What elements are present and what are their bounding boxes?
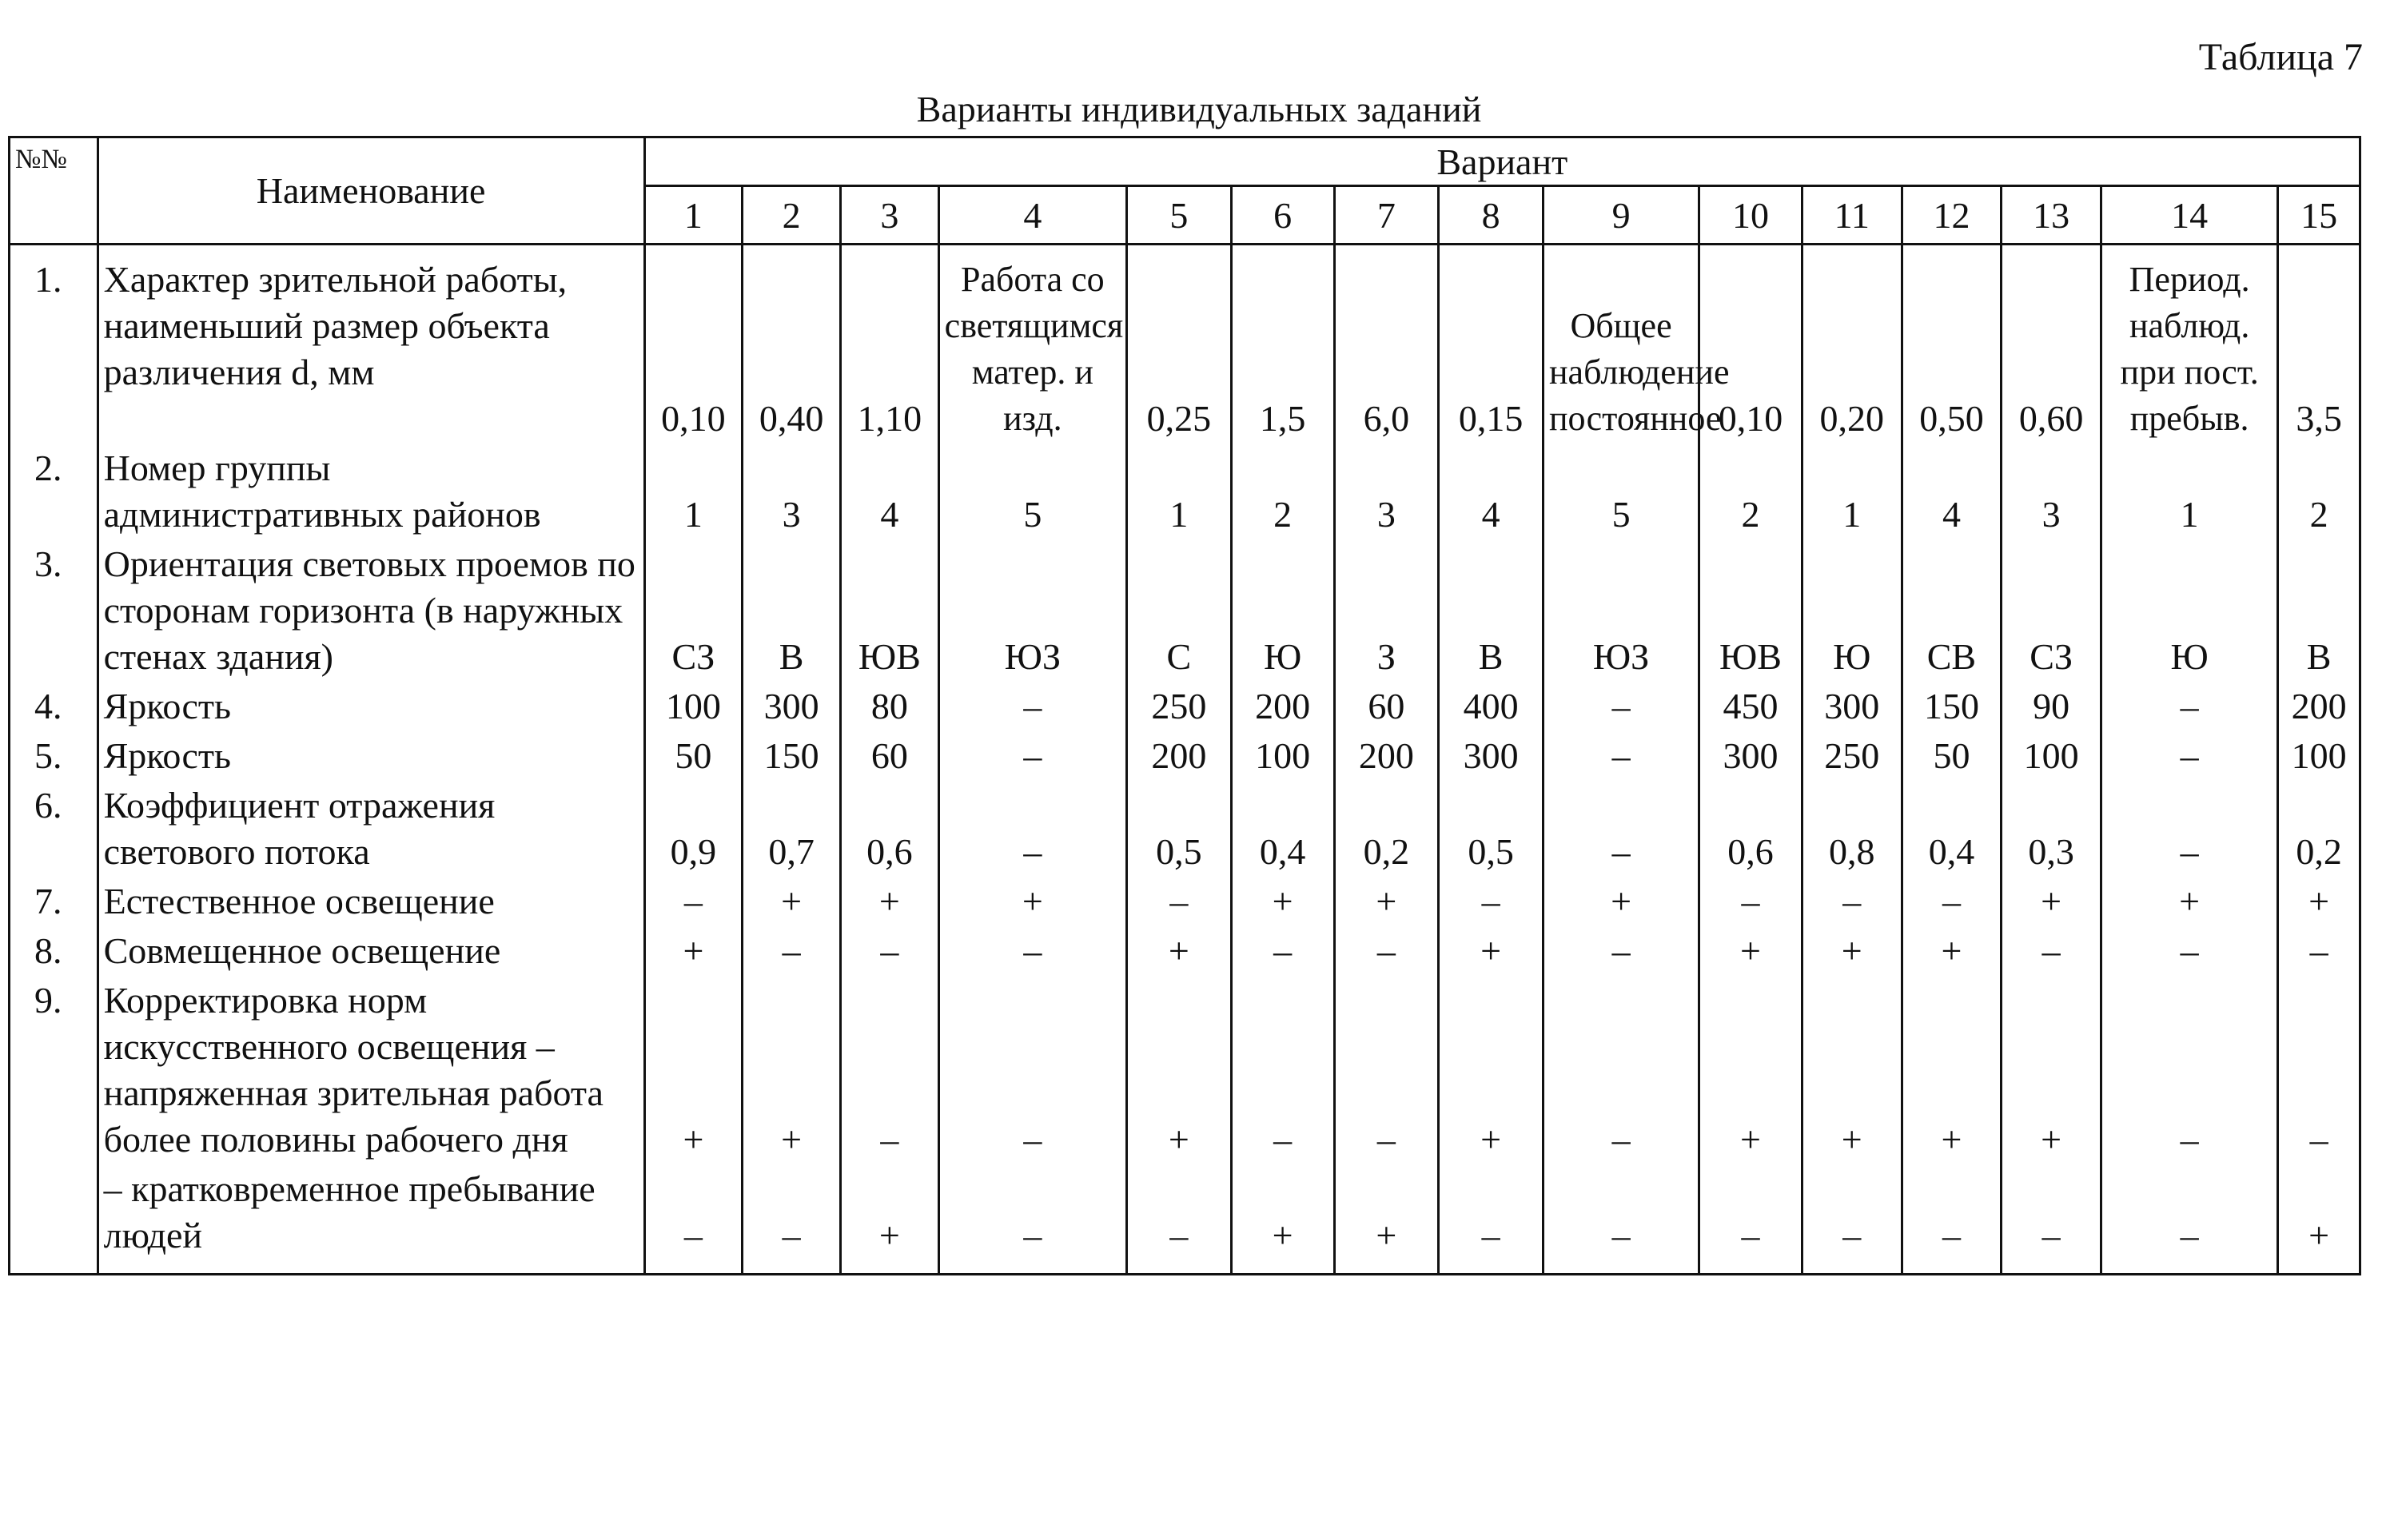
cell-variant-11: 250 xyxy=(1802,733,1902,782)
cell-variant-7: З xyxy=(1334,541,1439,683)
row-name: Коэффициент отражения светового потока xyxy=(98,782,644,878)
cell-variant-7: 6,0 xyxy=(1334,245,1439,446)
cell-variant-14: Ю xyxy=(2101,541,2278,683)
cell-variant-5: 1 xyxy=(1127,445,1232,541)
cell-variant-10: 450 xyxy=(1699,683,1802,733)
cell-variant-3: 4 xyxy=(840,445,938,541)
cell-variant-5: + xyxy=(1127,977,1232,1166)
cell-variant-6: + xyxy=(1231,878,1334,928)
table-row xyxy=(10,878,2360,928)
row-number: 5. xyxy=(10,733,98,782)
cell-variant-2: В xyxy=(743,541,841,683)
variant-header-11: 11 xyxy=(1802,186,1902,245)
name-column-header: Наименование xyxy=(98,137,644,245)
cell-variant-3: ЮВ xyxy=(840,541,938,683)
cell-variant-14: – xyxy=(2101,977,2278,1166)
cell-variant-6: 0,4 xyxy=(1231,782,1334,878)
cell-variant-3: + xyxy=(840,1166,938,1275)
variant-header-4: 4 xyxy=(938,186,1126,245)
cell-variant-8: 0,15 xyxy=(1439,245,1544,446)
row-name: Яркость xyxy=(98,683,644,733)
cell-variant-11: 1 xyxy=(1802,445,1902,541)
cell-variant-14: Период. наблюд. при пост. пребыв. xyxy=(2101,245,2278,446)
cell-variant-14: – xyxy=(2101,683,2278,733)
cell-variant-10: 300 xyxy=(1699,733,1802,782)
cell-variant-7: 0,2 xyxy=(1334,782,1439,878)
row-number: 8. xyxy=(10,928,98,977)
row-number: 4. xyxy=(10,683,98,733)
table-number: Таблица 7 xyxy=(2198,36,2363,78)
cell-variant-8: – xyxy=(1439,878,1544,928)
cell-variant-11: 0,20 xyxy=(1802,245,1902,446)
cell-variant-2: 0,7 xyxy=(743,782,841,878)
cell-variant-10: + xyxy=(1699,977,1802,1166)
cell-variant-3: 0,6 xyxy=(840,782,938,878)
row-number: 1. xyxy=(10,245,98,446)
cell-variant-15: + xyxy=(2278,878,2360,928)
cell-variant-8: В xyxy=(1439,541,1544,683)
cell-variant-14: – xyxy=(2101,733,2278,782)
cell-variant-6: – xyxy=(1231,928,1334,977)
cell-variant-8: 300 xyxy=(1439,733,1544,782)
row-name: Номер группы административных районов xyxy=(98,445,644,541)
table-row xyxy=(10,683,2360,733)
cell-variant-11: – xyxy=(1802,1166,1902,1275)
row-number: 9. xyxy=(10,977,98,1166)
cell-variant-12: 4 xyxy=(1902,445,2002,541)
cell-variant-9: – xyxy=(1544,1166,1699,1275)
cell-variant-8: 0,5 xyxy=(1439,782,1544,878)
cell-variant-8: + xyxy=(1439,977,1544,1166)
cell-variant-7: + xyxy=(1334,1166,1439,1275)
row-name: Естественное освещение xyxy=(98,878,644,928)
cell-variant-15: 100 xyxy=(2278,733,2360,782)
row-number: 7. xyxy=(10,878,98,928)
variant-header-10: 10 xyxy=(1699,186,1802,245)
cell-variant-15: 200 xyxy=(2278,683,2360,733)
cell-variant-6: 200 xyxy=(1231,683,1334,733)
cell-variant-8: 400 xyxy=(1439,683,1544,733)
table-row xyxy=(10,445,2360,541)
cell-variant-2: – xyxy=(743,1166,841,1275)
cell-variant-2: 3 xyxy=(743,445,841,541)
cell-variant-12: – xyxy=(1902,1166,2002,1275)
cell-variant-5: – xyxy=(1127,878,1232,928)
cell-variant-7: – xyxy=(1334,977,1439,1166)
cell-variant-5: С xyxy=(1127,541,1232,683)
cell-variant-9: Общее наблюдение постоянное xyxy=(1544,245,1699,446)
cell-variant-7: 200 xyxy=(1334,733,1439,782)
cell-variant-1: 50 xyxy=(644,733,743,782)
cell-variant-8: + xyxy=(1439,928,1544,977)
cell-variant-15: 3,5 xyxy=(2278,245,2360,446)
cell-variant-1: 0,10 xyxy=(644,245,743,446)
cell-variant-4: – xyxy=(938,683,1126,733)
variant-header-15: 15 xyxy=(2278,186,2360,245)
cell-variant-12: 0,50 xyxy=(1902,245,2002,446)
variant-header-5: 5 xyxy=(1127,186,1232,245)
cell-variant-2: + xyxy=(743,977,841,1166)
cell-variant-10: – xyxy=(1699,1166,1802,1275)
cell-variant-5: – xyxy=(1127,1166,1232,1275)
cell-variant-6: 100 xyxy=(1231,733,1334,782)
cell-variant-7: 60 xyxy=(1334,683,1439,733)
row-name: Ориентация световых проемов по сторонам горизонта (в наружных стенах здания) xyxy=(98,541,644,683)
cell-variant-11: 300 xyxy=(1802,683,1902,733)
cell-variant-11: 0,8 xyxy=(1802,782,1902,878)
variant-header-13: 13 xyxy=(2002,186,2101,245)
cell-variant-7: 3 xyxy=(1334,445,1439,541)
cell-variant-1: 100 xyxy=(644,683,743,733)
cell-variant-3: – xyxy=(840,977,938,1166)
row-name: Корректировка норм искусственного освещения – напряженная зрительная работа более половины рабочего дня xyxy=(98,977,644,1166)
cell-variant-6: Ю xyxy=(1231,541,1334,683)
variant-header-2: 2 xyxy=(743,186,841,245)
cell-variant-6: – xyxy=(1231,977,1334,1166)
cell-variant-15: – xyxy=(2278,928,2360,977)
row-number: 3. xyxy=(10,541,98,683)
cell-variant-14: 1 xyxy=(2101,445,2278,541)
cell-variant-11: Ю xyxy=(1802,541,1902,683)
row-name: Характер зрительной работы, наименьший размер объекта различения d, мм xyxy=(98,245,644,446)
cell-variant-4: ЮЗ xyxy=(938,541,1126,683)
cell-variant-10: 2 xyxy=(1699,445,1802,541)
variant-header-7: 7 xyxy=(1334,186,1439,245)
cell-variant-12: 0,4 xyxy=(1902,782,2002,878)
row-number: 2. xyxy=(10,445,98,541)
variant-header-3: 3 xyxy=(840,186,938,245)
cell-variant-9: 5 xyxy=(1544,445,1699,541)
cell-variant-5: 0,5 xyxy=(1127,782,1232,878)
table-title: Варианты индивидуальных заданий xyxy=(916,89,1482,129)
row-name: Яркость xyxy=(98,733,644,782)
cell-variant-14: – xyxy=(2101,1166,2278,1275)
cell-variant-1: + xyxy=(644,928,743,977)
table-row xyxy=(10,782,2360,878)
table-row xyxy=(10,541,2360,683)
cell-variant-12: – xyxy=(1902,878,2002,928)
cell-variant-3: – xyxy=(840,928,938,977)
variant-group-header: Вариант xyxy=(644,137,2360,186)
cell-variant-1: 0,9 xyxy=(644,782,743,878)
variant-header-12: 12 xyxy=(1902,186,2002,245)
table-row xyxy=(10,928,2360,977)
cell-variant-8: 4 xyxy=(1439,445,1544,541)
cell-variant-13: + xyxy=(2002,977,2101,1166)
variant-header-6: 6 xyxy=(1231,186,1334,245)
cell-variant-10: + xyxy=(1699,928,1802,977)
number-column-header: №№ xyxy=(10,137,98,245)
variant-header-14: 14 xyxy=(2101,186,2278,245)
cell-variant-9: + xyxy=(1544,878,1699,928)
cell-variant-9: – xyxy=(1544,733,1699,782)
row-name: Совмещенное освещение xyxy=(98,928,644,977)
cell-variant-9: – xyxy=(1544,683,1699,733)
cell-variant-13: 90 xyxy=(2002,683,2101,733)
table-row xyxy=(10,977,2360,1166)
cell-variant-9: – xyxy=(1544,782,1699,878)
cell-variant-1: + xyxy=(644,977,743,1166)
variant-header-8: 8 xyxy=(1439,186,1544,245)
table-row xyxy=(10,245,2360,446)
cell-variant-9: ЮЗ xyxy=(1544,541,1699,683)
cell-variant-12: 50 xyxy=(1902,733,2002,782)
cell-variant-13: + xyxy=(2002,878,2101,928)
cell-variant-14: – xyxy=(2101,928,2278,977)
cell-variant-12: + xyxy=(1902,977,2002,1166)
cell-variant-10: 0,6 xyxy=(1699,782,1802,878)
cell-variant-2: + xyxy=(743,878,841,928)
table-row xyxy=(10,1166,2360,1275)
cell-variant-4: – xyxy=(938,977,1126,1166)
cell-variant-15: В xyxy=(2278,541,2360,683)
cell-variant-4: – xyxy=(938,928,1126,977)
cell-variant-7: – xyxy=(1334,928,1439,977)
cell-variant-8: – xyxy=(1439,1166,1544,1275)
cell-variant-14: + xyxy=(2101,878,2278,928)
cell-variant-4: + xyxy=(938,878,1126,928)
cell-variant-13: 0,60 xyxy=(2002,245,2101,446)
cell-variant-9: – xyxy=(1544,977,1699,1166)
cell-variant-5: + xyxy=(1127,928,1232,977)
cell-variant-6: 1,5 xyxy=(1231,245,1334,446)
row-number xyxy=(10,1166,98,1275)
cell-variant-1: 1 xyxy=(644,445,743,541)
cell-variant-10: ЮВ xyxy=(1699,541,1802,683)
cell-variant-4: Работа со светящимся матер. и изд. xyxy=(938,245,1126,446)
cell-variant-13: 3 xyxy=(2002,445,2101,541)
cell-variant-15: 0,2 xyxy=(2278,782,2360,878)
cell-variant-1: – xyxy=(644,1166,743,1275)
cell-variant-9: – xyxy=(1544,928,1699,977)
cell-variant-13: – xyxy=(2002,928,2101,977)
table-body xyxy=(10,245,2360,1275)
cell-variant-7: + xyxy=(1334,878,1439,928)
cell-variant-15: 2 xyxy=(2278,445,2360,541)
cell-variant-1: СЗ xyxy=(644,541,743,683)
cell-variant-4: – xyxy=(938,733,1126,782)
cell-variant-4: – xyxy=(938,1166,1126,1275)
row-name: – кратковременное пребывание людей xyxy=(98,1166,644,1275)
cell-variant-2: 0,40 xyxy=(743,245,841,446)
cell-variant-2: 150 xyxy=(743,733,841,782)
cell-variant-4: 5 xyxy=(938,445,1126,541)
table-row xyxy=(10,733,2360,782)
cell-variant-15: – xyxy=(2278,977,2360,1166)
cell-variant-12: + xyxy=(1902,928,2002,977)
cell-variant-3: 80 xyxy=(840,683,938,733)
cell-variant-5: 0,25 xyxy=(1127,245,1232,446)
cell-variant-10: 0,10 xyxy=(1699,245,1802,446)
cell-variant-2: 300 xyxy=(743,683,841,733)
cell-variant-13: 0,3 xyxy=(2002,782,2101,878)
cell-variant-6: 2 xyxy=(1231,445,1334,541)
cell-variant-6: + xyxy=(1231,1166,1334,1275)
cell-variant-12: СВ xyxy=(1902,541,2002,683)
cell-variant-3: 1,10 xyxy=(840,245,938,446)
cell-variant-10: – xyxy=(1699,878,1802,928)
cell-variant-14: – xyxy=(2101,782,2278,878)
cell-variant-12: 150 xyxy=(1902,683,2002,733)
cell-variant-11: – xyxy=(1802,878,1902,928)
variants-table xyxy=(8,136,2361,1275)
cell-variant-1: – xyxy=(644,878,743,928)
cell-variant-4: – xyxy=(938,782,1126,878)
cell-variant-2: – xyxy=(743,928,841,977)
variant-header-1: 1 xyxy=(644,186,743,245)
cell-variant-15: + xyxy=(2278,1166,2360,1275)
cell-variant-5: 200 xyxy=(1127,733,1232,782)
cell-variant-5: 250 xyxy=(1127,683,1232,733)
row-number: 6. xyxy=(10,782,98,878)
cell-variant-11: + xyxy=(1802,928,1902,977)
cell-variant-3: + xyxy=(840,878,938,928)
cell-variant-13: – xyxy=(2002,1166,2101,1275)
cell-variant-13: 100 xyxy=(2002,733,2101,782)
variant-header-9: 9 xyxy=(1544,186,1699,245)
cell-variant-3: 60 xyxy=(840,733,938,782)
cell-variant-13: СЗ xyxy=(2002,541,2101,683)
cell-variant-11: + xyxy=(1802,977,1902,1166)
